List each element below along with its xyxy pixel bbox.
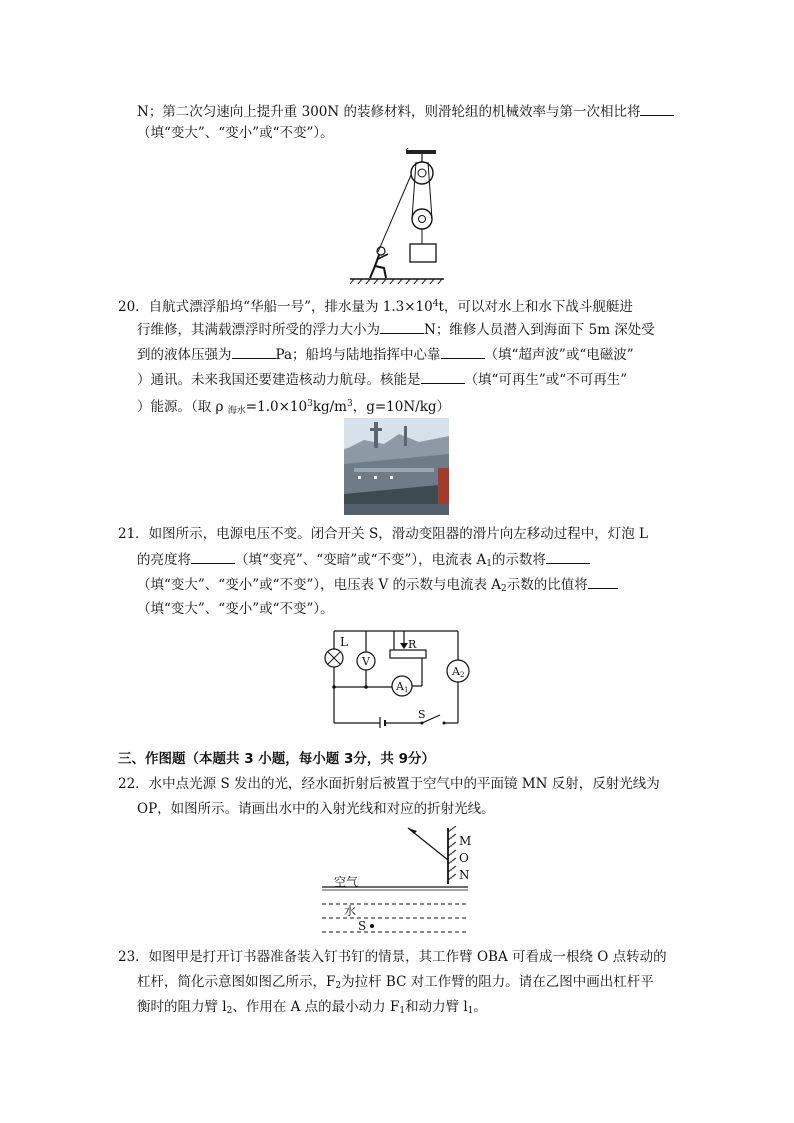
q20-line3 (137, 344, 634, 365)
section-heading: 三、作图题（本题共 3 小题，每小题 3分，共 9分） (118, 751, 435, 767)
ammeter1-label: A1 (396, 680, 409, 694)
q21-line2-a: 的亮度将 (137, 552, 191, 568)
q21-sub-a1: 1 (486, 559, 492, 569)
q20-blank-pressure[interactable] (232, 344, 276, 359)
q23-sub-l2: 2 (226, 1006, 233, 1016)
q20-line5-a: ）能源。（取 ρ (137, 399, 228, 415)
q21-blank-ratio[interactable] (588, 574, 618, 589)
q20-line5-d: ，g=10N/kg） (352, 399, 451, 415)
q19-blank[interactable] (640, 101, 674, 116)
q22-line2: OP，如图所示。请画出水中的入射光线和对应的折射光线。 (137, 801, 495, 817)
q23-sub-l1: 1 (467, 1006, 474, 1016)
q21-line2-c: 的示数将 (491, 552, 546, 568)
q20-text-b: t，可以对水上和水下战斗舰艇进 (438, 299, 633, 315)
optics-figure (314, 826, 476, 938)
q23-sub-f2: 2 (335, 981, 342, 991)
q20-exp-density: 3 (307, 399, 313, 409)
q21-sub-a2: 2 (501, 584, 507, 594)
switch-label: S (418, 708, 426, 721)
q21-line3-a: （填“变大”、“变小”或“不变”），电压表 V 的示数与电流表 A (137, 577, 502, 593)
q20-blank-wave[interactable] (441, 344, 485, 359)
q23-line3 (137, 997, 487, 1021)
q20-blank-energy[interactable] (421, 369, 465, 384)
mirror-o-label: O (459, 851, 469, 865)
q20-exp: 4 (432, 299, 439, 309)
water-label: 水 (344, 904, 357, 918)
q21-line3-b: 示数的比值将 (506, 577, 588, 593)
resistor-label: R (408, 638, 417, 651)
mirror-n-label: N (459, 868, 470, 882)
source-s-label: S (358, 919, 367, 933)
q20-line5-b: =1.0×10 (245, 399, 308, 415)
voltmeter-label: V (362, 655, 370, 668)
q19-line1 (137, 101, 674, 122)
q23-line3-c: 和动力臂 l (405, 999, 468, 1015)
q20-line4 (137, 369, 627, 390)
circuit-diagram (322, 628, 482, 728)
q20-line5 (137, 394, 450, 421)
q19-line2: （填“变大”、“变小”或“不变”）。 (137, 125, 334, 141)
q20-line2-b: N；维修人员潜入到海面下 5m 深处受 (424, 322, 655, 338)
q20-line3-a: 到的液体压强为 (137, 347, 232, 363)
q20-line3-c: （填“超声波”或“电磁波” (484, 347, 634, 363)
q20-line3-b: Pa；船坞与陆地指挥中心靠 (275, 347, 441, 363)
q20-line4-b: （填“可再生”或“不可再生” (464, 372, 628, 388)
q20-sub-seawater: 海水 (227, 406, 246, 416)
pulley-figure (348, 148, 448, 284)
q20-line1 (118, 294, 633, 317)
mirror-m-label: M (459, 834, 472, 848)
q21-line1: 21．如图所示，电源电压不变。闭合开关 S，滑动变阻器的滑片向左移动过程中，灯泡 L (118, 526, 648, 542)
q23-line2 (137, 972, 654, 996)
q19-text: N；第二次匀速向上提升重 300N 的装修材料，则滑轮组的机械效率与第一次相比将 (137, 104, 641, 120)
air-label: 空气 (334, 875, 359, 889)
q21-blank-a1[interactable] (546, 549, 590, 564)
q21-line2 (137, 549, 590, 574)
q20-text-a: 20．自航式漂浮船坞“华船一号”，排水量为 1.3×10 (118, 299, 433, 315)
q22-line1: 22．水中点光源 S 发出的光，经水面折射后被置于空气中的平面镜 MN 反射，反射光线为 (118, 776, 660, 792)
q23-line1: 23．如图甲是打开订书器准备装入钉书钉的情景，其工作臂 OBA 可看成一根绕 O 点转动的 (118, 949, 667, 965)
q21-blank-brightness[interactable] (191, 549, 235, 564)
q20-exp-m3: 3 (346, 399, 353, 409)
ammeter2-label: A2 (452, 665, 465, 679)
q21-line2-b: （填“变亮”、“变暗”或“不变”），电流表 A (235, 552, 487, 568)
q20-line2 (137, 319, 655, 340)
q23-line2-b: 为拉杆 BC 对工作臂的阻力。请在乙图中画出杠杆平 (341, 974, 654, 990)
q23-line3-a: 衡时的阻力臂 l (137, 999, 227, 1015)
q20-line2-a: 行维修，其满载漂浮时所受的浮力大小为 (137, 322, 380, 338)
light-source-dot (370, 924, 374, 928)
q23-line3-d: 。 (473, 999, 487, 1015)
q21-line3 (137, 574, 618, 599)
q23-sub-f1: 1 (399, 1006, 406, 1016)
lamp-label: L (340, 635, 348, 649)
q23-line2-a: 杠杆，简化示意图如图乙所示，F (137, 974, 336, 990)
q20-blank-buoyancy[interactable] (380, 319, 424, 334)
q23-line3-b: 、作用在 A 点的最小动力 F (232, 999, 400, 1015)
q20-line5-c: kg/m (312, 399, 347, 415)
ship-photo (344, 418, 449, 515)
q20-line4-a: ）通讯。未来我国还要建造核动力航母。核能是 (137, 372, 421, 388)
q21-line4: （填“变大”、“变小”或“不变”）。 (137, 601, 334, 617)
